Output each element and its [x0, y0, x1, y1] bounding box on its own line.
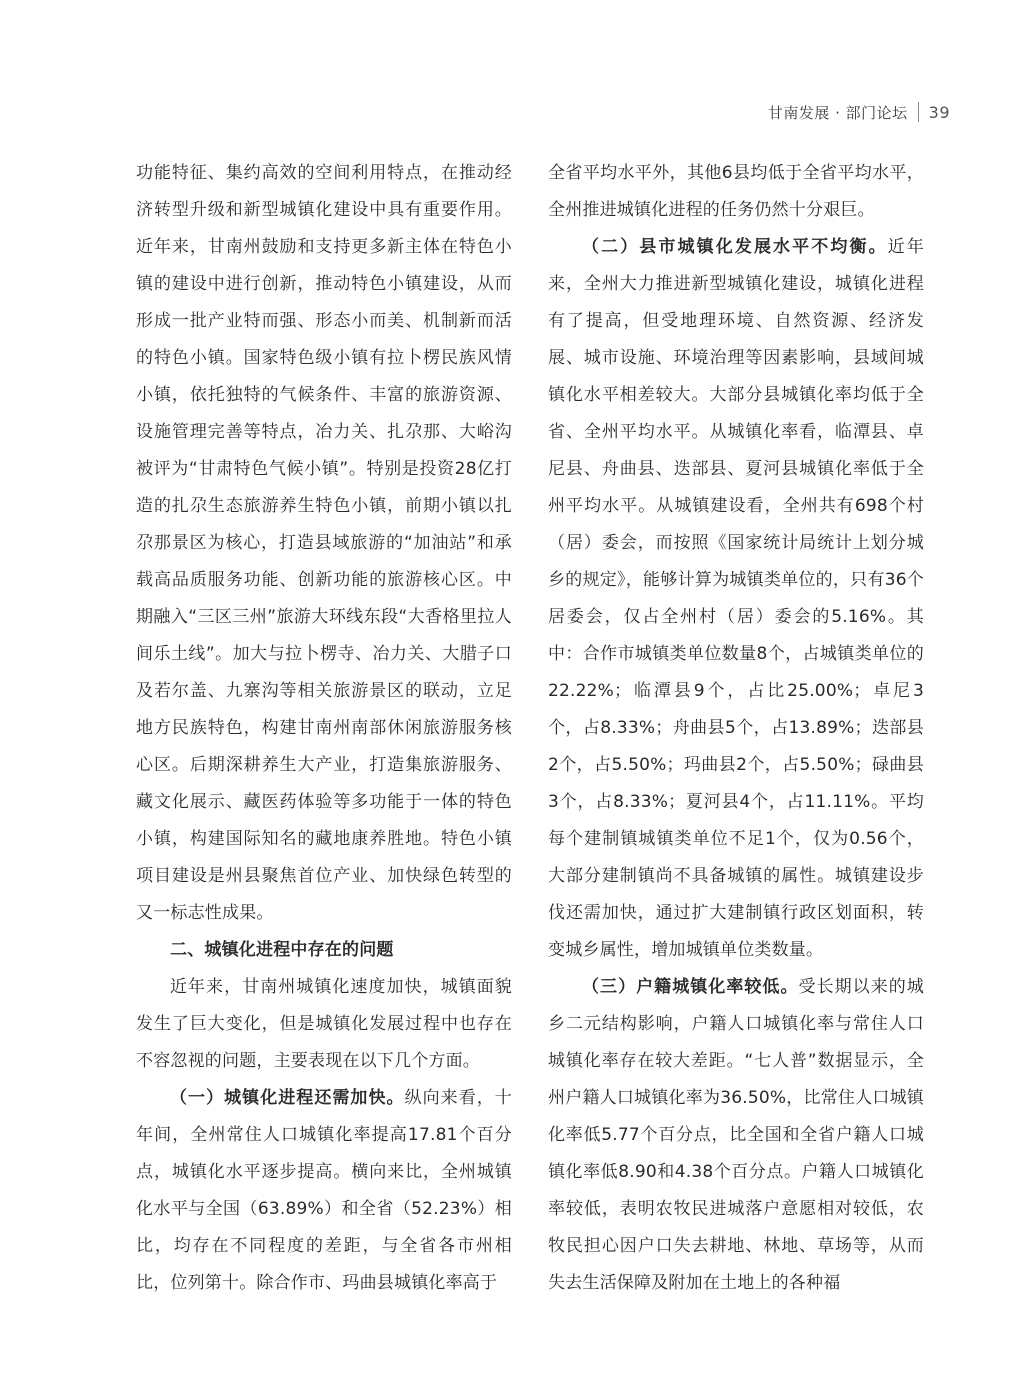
right-paragraph-2 [548, 229, 924, 969]
journal-section-title: 甘南发展 · 部门论坛 [767, 103, 908, 122]
right-paragraph-1: 全省平均水平外，其他6县均低于全省平均水平，全州推进城镇化进程的任务仍然十分艰巨。 [548, 163, 924, 220]
section-heading: 二、城镇化进程中存在的问题 [170, 940, 394, 960]
left-paragraph-1: 功能特征、集约高效的空间利用特点，在推动经济转型升级和新型城镇化建设中具有重要作用。近年来，甘南州鼓励和支持更多新主体在特色小镇的建设中进行创新，推动特色小镇建设，从而形成一批产业特而强、形态小而美、机制新而活的特色小镇。国家特色级小镇有拉卜楞民族风情小镇，依托独特的气候条件、丰富的旅游资源、设施管理完善等特点，冶力关、扎尕那、大峪沟被评为“甘肃特色气候小镇”。特别是投资28亿打造的扎尕生态旅游养生特色小镇，前期小镇以扎尕那景区为核心，打造县域旅游的“加油站”和承载高品质服务功能、创新功能的旅游核心区。中期融入“三区三州”旅游大环线东段“大香格里拉人间乐土线”。加大与拉卜楞寺、冶力关、大腊子口及若尔盖、九寨沟等相关旅游景区的联动，立足地方民族特色，构建甘南州南部休闲旅游服务核心区。后期深耕养生大产业，打造集旅游服务、藏文化展示、藏医药体验等多功能于一体的特色小镇，构建国际知名的藏地康养胜地。特色小镇项目建设是州县聚焦首位产业、加快绿色转型的又一标志性成果。 [136, 163, 512, 923]
running-header [768, 100, 950, 124]
right-column [548, 155, 924, 1302]
subsection-lead-1: （一）城镇化进程还需加快。 [170, 1088, 405, 1108]
subsection-body-3: 受长期以来的城乡二元结构影响，户籍人口城镇化率与常住人口城镇化率存在较大差距。“七人普”数据显示，全州户籍人口城镇化率为36.50%，比常住人口城镇化率低5.77个百分点，比全国和全省户籍人口城镇化率低8.90和4.38个百分点。户籍人口城镇化率较低，表明农牧民进城落户意愿相对较低，农牧民担心因户口失去耕地、林地、草场等，从而失去生活保障及附加在土地上的各种福 [548, 977, 924, 1293]
left-paragraph-3 [136, 1080, 512, 1302]
subsection-lead-3: （三）户籍城镇化率较低。 [582, 977, 799, 997]
subsection-body-1: 纵向来看，十年间，全州常住人口城镇化率提高17.81个百分点，城镇化水平逐步提高。横向来比，全州城镇化水平与全国（63.89%）和全省（52.23%）相比，均存在不同程度的差距，与全省各市州相比，位列第十。除合作市、玛曲县城镇化率高于 [136, 1088, 512, 1293]
left-paragraph-2: 近年来，甘南州城镇化速度加快，城镇面貌发生了巨大变化，但是城镇化发展过程中也存在不容忽视的问题，主要表现在以下几个方面。 [136, 977, 512, 1071]
page-number: 39 [928, 102, 950, 122]
subsection-lead-2: （二）县市城镇化发展水平不均衡。 [582, 237, 888, 257]
left-column [136, 155, 512, 1302]
subsection-body-2: 近年来，全州大力推进新型城镇化建设，城镇化进程有了提高，但受地理环境、自然资源、经济发展、城市设施、环境治理等因素影响，县域间城镇化水平相差较大。大部分县城镇化率均低于全省、全州平均水平。从城镇化率看，临潭县、卓尼县、舟曲县、迭部县、夏河县城镇化率低于全州平均水平。从城镇建设看，全州共有698个村（居）委会，而按照《国家统计局统计上划分城乡的规定》，能够计算为城镇类单位的，只有36个居委会，仅占全州村（居）委会的5.16%。其中：合作市城镇类单位数量8个，占城镇类单位的22.22%；临潭县9个，占比25.00%；卓尼3个，占8.33%；舟曲县5个，占13.89%；迭部县2个，占5.50%；玛曲县2个，占5.50%；碌曲县3个，占8.33%；夏河县4个，占11.11%。平均每个建制镇城镇类单位不足1个，仅为0.56个，大部分建制镇尚不具备城镇的属性。城镇建设步伐还需加快，通过扩大建制镇行政区划面积，转变城乡属性，增加城镇单位类数量。 [548, 237, 924, 960]
header-divider [918, 102, 919, 122]
right-paragraph-3 [548, 969, 924, 1302]
